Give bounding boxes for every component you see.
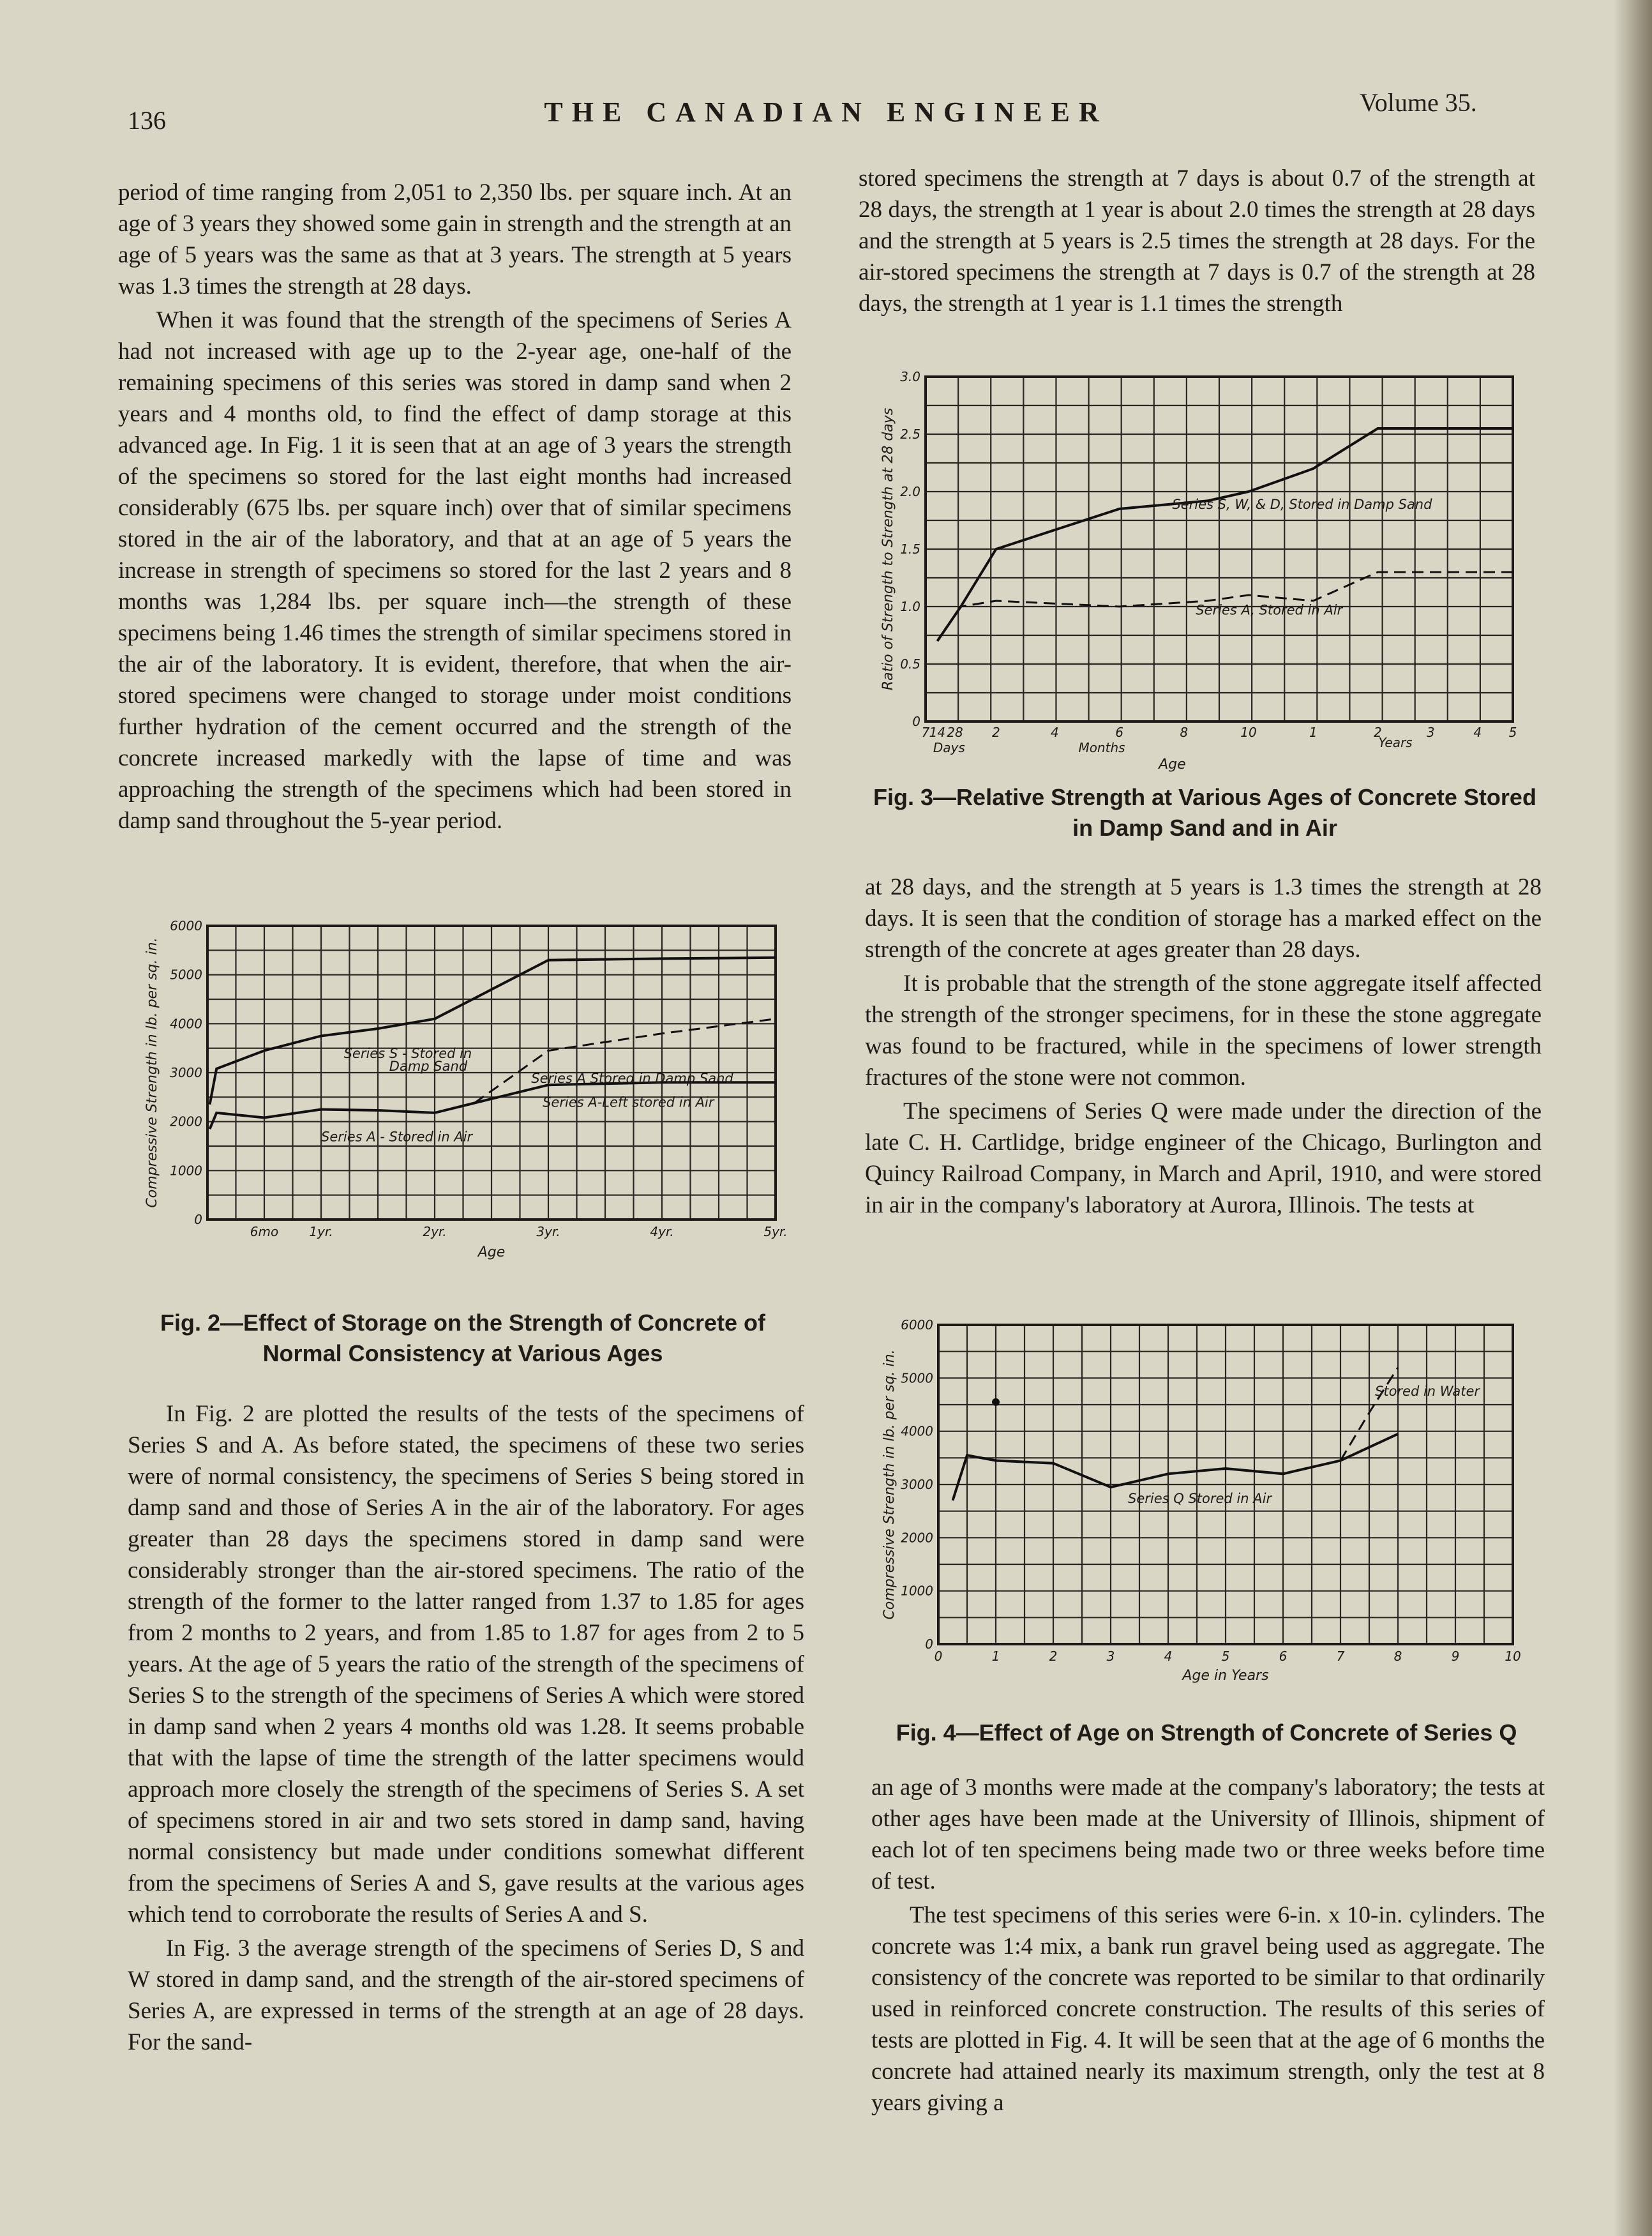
x-tick-label: 6 — [1115, 725, 1123, 740]
x-tick-label: 2 — [1374, 725, 1382, 740]
left-column-top — [118, 177, 792, 839]
paragraph: The specimens of Series Q were made under the direction of the late C. H. Cartlidge, bridge engineer of the Chicago, Burlington and Quincy Railroad Company, in March and April, 1910, and were stored in air in the company's laboratory at Aurora, Illinois. The tests at — [865, 1098, 1542, 1218]
x-tick-label: 5 — [1221, 1649, 1230, 1664]
journal-title: THE CANADIAN ENGINEER — [544, 96, 1108, 128]
y-tick-label: 3000 — [901, 1477, 933, 1492]
y-tick-label: 1000 — [170, 1163, 202, 1179]
paragraph: In Fig. 3 the average strength of the specimens of Series D, S and W stored in damp sand, and the strength of the air-stored specimens of Series A, are expressed in terms of the strength at an age of 28 days. For the sand- — [128, 1935, 804, 2055]
annotation: Series A, Stored in Air — [1196, 602, 1343, 618]
y-tick-label: 2.0 — [900, 484, 920, 499]
annotation: Series S, W, & D, Stored in Damp Sand — [1172, 497, 1432, 512]
annotation: Series A - Stored in Air — [321, 1129, 473, 1145]
paragraph: stored specimens the strength at 7 days is about 0.7 of the strength at 28 days, the strength at 1 year is about 2.0 times the strength at 28 days and the strength at 5 years is 2.5 times the strength at 28 days. For the air-stored specimens the strength at 7 days is 0.7 of the strength at 28 days, the strength at 1 year is 1.1 times the strength — [859, 165, 1535, 317]
x-tick-label: 7 — [921, 725, 930, 740]
paragraph: period of time ranging from 2,051 to 2,350 lbs. per square inch. At an age of 3 years they showed some gain in strength and the strength at an age of 5 years was the same as that at 3 years. The strength at 5 years was 1.3 times the strength at 28 days. — [118, 179, 792, 299]
y-tick-label: 6000 — [901, 1317, 933, 1333]
x-tick-label: 3 — [1106, 1649, 1115, 1664]
annotation: Series S - Stored in — [343, 1046, 472, 1061]
x-tick-label: 1 — [1309, 725, 1318, 740]
x-tick-label: 3yr. — [536, 1224, 560, 1239]
annotation: Series A Stored in Damp Sand — [531, 1071, 733, 1087]
paragraph: In Fig. 2 are plotted the results of the tests of the specimens of Series S and A. As before stated, the specimens of these two series were of normal consistency, the specimens of Series S being stored in damp sand and those of Series A in the air of the laboratory. For ages greater than 28 days the specimens stored in damp sand were considerably stronger than the air-stored specimens. The ratio of the strength of the former to the latter ranged from 1.37 to 1.85 for ages from 2 months to 2 years, and from 1.85 to 1.87 for ages from 2 to 5 years. At the age of 5 years the ratio of the strength of the specimens of Series S to the strength of the specimens of Series A which were stored in damp sand when 2 years 4 months old was 1.28. It seems probable that with the lapse of time the strength of the latter specimens would approach more closely the strength of the specimens of Series S. A set of specimens stored in air and two sets stored in damp sand, having normal consistency but made under conditions somewhat different from the specimens of Series A and S, gave results at the various ages which tend to corroborate the results of Series A and S. — [128, 1401, 804, 1928]
paragraph: The test specimens of this series were 6-in. x 10-in. cylinders. The concrete was 1:4 mix, a bank run gravel being used as aggregate. The consistency of the concrete was reported to be similar to that ordinarily used in reinforced concrete construction. The results of this series of tests are plotted in Fig. 4. It will be seen that at the age of 6 months the concrete had attained nearly its maximum strength, only the test at 8 years giving a — [871, 1902, 1545, 2116]
y-tick-label: 2000 — [901, 1530, 933, 1546]
x-axis-label: Age in Years — [1182, 1668, 1269, 1684]
y-tick-label: 5000 — [901, 1370, 933, 1386]
right-column-middle — [865, 872, 1542, 1223]
x-tick-label: 9 — [1451, 1649, 1460, 1664]
left-column-bottom — [128, 1398, 804, 2060]
figure-3 — [875, 361, 1532, 782]
figure-4-caption: Fig. 4—Effect of Age on Strength of Concrete of Series Q — [896, 1719, 1517, 1746]
x-tick-label: 28 — [947, 725, 963, 740]
annotation: Damp Sand — [389, 1058, 468, 1074]
fig2-chart — [131, 913, 795, 1296]
x-unit-label: Days — [933, 740, 965, 755]
y-tick-label: 2.5 — [900, 427, 920, 442]
x-tick-label: 8 — [1180, 725, 1189, 740]
y-tick-label: 0 — [925, 1636, 933, 1652]
x-axis-label: Age — [477, 1244, 506, 1260]
x-tick-label: 4 — [1473, 725, 1482, 740]
fig3-chart — [875, 361, 1532, 782]
x-tick-label: 2yr. — [423, 1224, 447, 1239]
volume-label: Volume 35. — [1360, 88, 1477, 117]
x-tick-label: 10 — [1240, 725, 1257, 740]
page-edge-shadow — [1614, 0, 1652, 2236]
annotation: Series Q Stored in Air — [1128, 1491, 1272, 1507]
x-tick-label: 2 — [992, 725, 1000, 740]
x-tick-label: 1 — [991, 1649, 1000, 1664]
x-tick-label: 14 — [929, 725, 946, 740]
page-number: 136 — [128, 106, 166, 135]
x-tick-label: 2 — [1049, 1649, 1058, 1664]
y-axis-label: Ratio of Strength to Strength at 28 days — [880, 407, 896, 691]
annotation: Stored in Water — [1375, 1383, 1480, 1399]
y-tick-label: 3000 — [170, 1065, 202, 1080]
x-tick-label: 4 — [1164, 1649, 1173, 1664]
x-axis-label: Age — [1159, 757, 1186, 773]
figure-2-caption: Fig. 2—Effect of Storage on the Strength of Concrete of Normal Consistency at Various Ages — [160, 1310, 766, 1366]
y-tick-label: 0 — [912, 714, 920, 729]
figure-2 — [131, 913, 795, 1296]
y-tick-label: 1.5 — [900, 541, 920, 557]
y-tick-label: 2000 — [170, 1114, 202, 1129]
x-tick-label: 3 — [1426, 725, 1435, 740]
x-unit-label: Months — [1078, 740, 1125, 755]
fig4-chart — [875, 1312, 1538, 1721]
paragraph: It is probable that the strength of the stone aggregate itself affected the strength of the stronger specimens, for in these the stone aggregate was found to be fractured, while in the specimens of lower strength fractures of the stone were not common. — [865, 971, 1542, 1091]
x-tick-label: 5yr. — [763, 1224, 788, 1239]
x-tick-label: 1yr. — [309, 1224, 333, 1239]
y-axis-label: Compressive Strength in lb. per sq. in. — [882, 1349, 897, 1620]
annotation: Series A-Left stored in Air — [543, 1094, 714, 1110]
paragraph: When it was found that the strength of the specimens of Series A had not increased with age up to the 2-year age, one-half of the remaining specimens of this series was stored in damp sand when 2 years and 4 months old, to find the effect of damp storage at this advanced age. In Fig. 1 it is seen that at an age of 3 years the strength of the specimens so stored for the last eight months had increased considerably (675 lbs. per square inch) over that of similar specimens stored in the air of the laboratory, and that at an age of 5 years the increase in strength of specimens so stored for the last 2 years and 8 months was 1,284 lbs. per square inch—the strength of these specimens being 1.46 times the strength of similar specimens stored in the air of the laboratory. It is evident, therefore, that when the air-stored specimens were changed to storage under moist conditions further hydration of the cement occurred and the strength of the concrete increased markedly with the lapse of time and was approaching the strength of the specimens which had been stored in damp sand throughout the 5-year period. — [118, 307, 792, 834]
y-tick-label: 4000 — [901, 1423, 933, 1439]
x-tick-label: 5 — [1508, 725, 1517, 740]
y-tick-label: 1000 — [901, 1583, 933, 1599]
y-tick-label: 0 — [194, 1212, 202, 1227]
y-tick-label: 4000 — [170, 1016, 202, 1032]
x-tick-label: 10 — [1505, 1649, 1521, 1664]
right-column-top — [859, 163, 1535, 322]
y-axis-label: Compressive Strength in lb. per sq. in. — [144, 937, 160, 1208]
figure-3-caption: Fig. 3—Relative Strength at Various Ages of Concrete Stored in Damp Sand and in Air — [873, 784, 1536, 841]
y-tick-label: 3.0 — [900, 369, 920, 384]
x-tick-label: 4yr. — [650, 1224, 674, 1239]
y-tick-label: 5000 — [170, 967, 202, 983]
paragraph: an age of 3 months were made at the company's laboratory; the tests at other ages have been made at the University of Illinois, shipment of each lot of ten specimens being made two or three weeks before time of test. — [871, 1774, 1545, 1894]
x-tick-label: 6mo — [250, 1224, 279, 1239]
right-column-bottom — [871, 1772, 1545, 2121]
chart-grid — [938, 1325, 1513, 1644]
x-tick-label: 8 — [1393, 1649, 1402, 1664]
data-point — [992, 1398, 1000, 1406]
paragraph: at 28 days, and the strength at 5 years is 1.3 times the strength at 28 days. It is seen that the condition of storage has a marked effect on the strength of the concrete at ages greater than 28 days. — [865, 874, 1542, 963]
x-tick-label: 0 — [934, 1649, 943, 1664]
x-tick-label: 6 — [1279, 1649, 1288, 1664]
figure-4 — [875, 1312, 1538, 1721]
y-tick-label: 6000 — [170, 918, 202, 933]
x-unit-label: Years — [1378, 735, 1413, 750]
y-tick-label: 1.0 — [900, 599, 920, 614]
y-tick-label: 0.5 — [900, 656, 920, 672]
x-tick-label: 7 — [1336, 1649, 1345, 1664]
x-tick-label: 4 — [1051, 725, 1059, 740]
